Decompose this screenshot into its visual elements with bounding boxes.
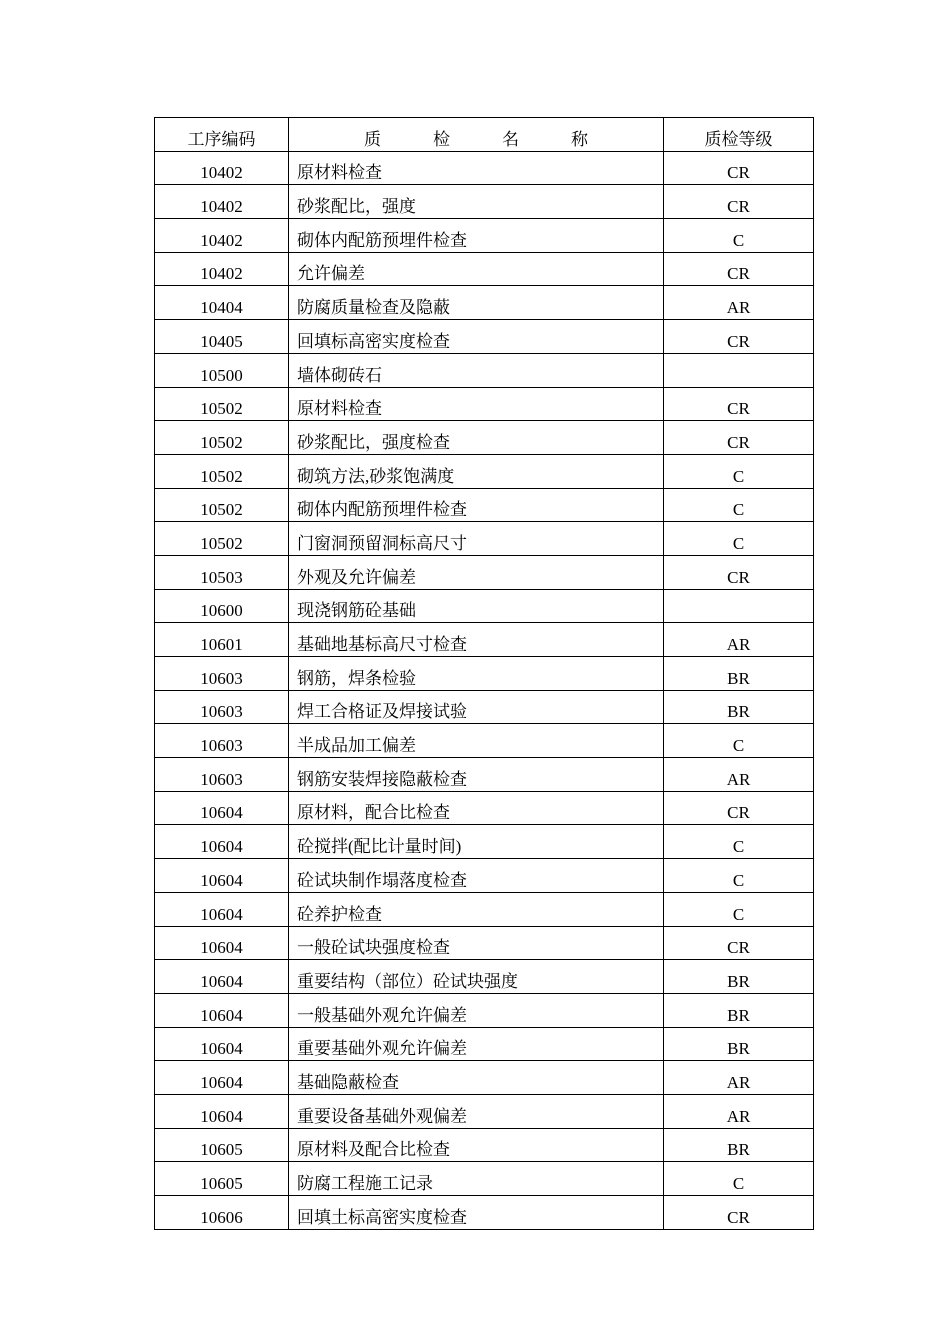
table-row — [155, 791, 814, 825]
table-row — [155, 859, 814, 893]
table-row — [155, 185, 814, 219]
cell-process-code: 10603 — [155, 724, 289, 758]
table-row — [155, 1162, 814, 1196]
table-row — [155, 926, 814, 960]
cell-inspection-name: 钢筋，焊条检验 — [289, 657, 664, 691]
cell-process-code: 10600 — [155, 589, 289, 623]
cell-inspection-grade: CR — [664, 185, 814, 219]
cell-inspection-grade: AR — [664, 623, 814, 657]
table-row — [155, 320, 814, 354]
header-inspection-grade: 质检等级 — [664, 118, 814, 152]
cell-process-code: 10603 — [155, 690, 289, 724]
table-header-row — [155, 118, 814, 152]
cell-process-code: 10604 — [155, 859, 289, 893]
cell-process-code: 10402 — [155, 219, 289, 253]
cell-inspection-name: 砂浆配比，强度检查 — [289, 421, 664, 455]
cell-inspection-name: 防腐质量检查及隐蔽 — [289, 286, 664, 320]
cell-inspection-grade: AR — [664, 1094, 814, 1128]
cell-inspection-grade: C — [664, 522, 814, 556]
cell-inspection-grade: CR — [664, 926, 814, 960]
cell-inspection-name: 一般基础外观允许偏差 — [289, 993, 664, 1027]
cell-inspection-grade: AR — [664, 758, 814, 792]
cell-process-code: 10604 — [155, 993, 289, 1027]
cell-inspection-name: 门窗洞预留洞标高尺寸 — [289, 522, 664, 556]
cell-process-code: 10604 — [155, 1094, 289, 1128]
cell-inspection-name: 焊工合格证及焊接试验 — [289, 690, 664, 724]
cell-inspection-name: 钢筋安装焊接隐蔽检查 — [289, 758, 664, 792]
cell-process-code: 10603 — [155, 657, 289, 691]
cell-inspection-grade: C — [664, 892, 814, 926]
cell-process-code: 10402 — [155, 151, 289, 185]
cell-inspection-grade: CR — [664, 387, 814, 421]
cell-inspection-name: 原材料检查 — [289, 387, 664, 421]
cell-inspection-grade: BR — [664, 1128, 814, 1162]
cell-inspection-grade: CR — [664, 252, 814, 286]
cell-inspection-grade: CR — [664, 791, 814, 825]
cell-inspection-grade: C — [664, 1162, 814, 1196]
cell-inspection-name: 砌筑方法,砂浆饱满度 — [289, 454, 664, 488]
cell-process-code: 10502 — [155, 454, 289, 488]
header-name-char: 检 — [433, 129, 450, 149]
cell-inspection-grade: C — [664, 454, 814, 488]
quality-inspection-table — [154, 117, 814, 1230]
table-row — [155, 219, 814, 253]
cell-process-code: 10402 — [155, 185, 289, 219]
table-row — [155, 1094, 814, 1128]
table-row — [155, 252, 814, 286]
cell-inspection-grade: BR — [664, 960, 814, 994]
cell-process-code: 10604 — [155, 892, 289, 926]
cell-inspection-name: 一般砼试块强度检查 — [289, 926, 664, 960]
header-process-code: 工序编码 — [155, 118, 289, 152]
cell-inspection-name: 重要结构（部位）砼试块强度 — [289, 960, 664, 994]
cell-inspection-name: 回填标高密实度检查 — [289, 320, 664, 354]
cell-inspection-name: 砼养护检查 — [289, 892, 664, 926]
cell-inspection-name: 砼搅拌(配比计量时间) — [289, 825, 664, 859]
table-row — [155, 387, 814, 421]
cell-inspection-grade — [664, 353, 814, 387]
cell-inspection-name: 基础隐蔽检查 — [289, 1061, 664, 1095]
cell-inspection-name: 现浇钢筋砼基础 — [289, 589, 664, 623]
cell-process-code: 10604 — [155, 1027, 289, 1061]
header-inspection-name — [289, 118, 664, 152]
cell-inspection-name: 砼试块制作塌落度检查 — [289, 859, 664, 893]
table-row — [155, 454, 814, 488]
cell-process-code: 10402 — [155, 252, 289, 286]
cell-process-code: 10604 — [155, 825, 289, 859]
cell-inspection-name: 砌体内配筋预埋件检查 — [289, 488, 664, 522]
cell-inspection-grade: AR — [664, 286, 814, 320]
table-row — [155, 1061, 814, 1095]
header-name-char: 质 — [364, 129, 381, 149]
cell-inspection-name: 原材料检查 — [289, 151, 664, 185]
cell-inspection-name: 防腐工程施工记录 — [289, 1162, 664, 1196]
cell-inspection-name: 原材料及配合比检查 — [289, 1128, 664, 1162]
cell-inspection-name: 砌体内配筋预埋件检查 — [289, 219, 664, 253]
cell-inspection-grade: AR — [664, 1061, 814, 1095]
cell-process-code: 10604 — [155, 960, 289, 994]
table-row — [155, 286, 814, 320]
cell-inspection-grade: BR — [664, 1027, 814, 1061]
cell-inspection-grade: CR — [664, 1196, 814, 1230]
cell-inspection-grade: C — [664, 219, 814, 253]
cell-inspection-grade: C — [664, 859, 814, 893]
cell-inspection-name: 原材料，配合比检查 — [289, 791, 664, 825]
table-row — [155, 488, 814, 522]
cell-process-code: 10502 — [155, 522, 289, 556]
cell-process-code: 10503 — [155, 555, 289, 589]
table-row — [155, 522, 814, 556]
table-row — [155, 960, 814, 994]
table-row — [155, 151, 814, 185]
cell-inspection-grade: C — [664, 488, 814, 522]
table-row — [155, 825, 814, 859]
cell-inspection-grade: C — [664, 724, 814, 758]
cell-process-code: 10502 — [155, 387, 289, 421]
cell-process-code: 10405 — [155, 320, 289, 354]
cell-inspection-name: 砂浆配比，强度 — [289, 185, 664, 219]
table-row — [155, 758, 814, 792]
cell-inspection-grade: BR — [664, 657, 814, 691]
table-row — [155, 555, 814, 589]
cell-inspection-grade — [664, 589, 814, 623]
cell-process-code: 10604 — [155, 1061, 289, 1095]
cell-process-code: 10500 — [155, 353, 289, 387]
cell-process-code: 10604 — [155, 926, 289, 960]
cell-process-code: 10404 — [155, 286, 289, 320]
cell-inspection-name: 允许偏差 — [289, 252, 664, 286]
header-name-char: 称 — [571, 129, 588, 149]
cell-inspection-grade: BR — [664, 690, 814, 724]
cell-inspection-grade: CR — [664, 320, 814, 354]
cell-inspection-name: 半成品加工偏差 — [289, 724, 664, 758]
cell-inspection-grade: CR — [664, 421, 814, 455]
cell-inspection-grade: BR — [664, 993, 814, 1027]
cell-inspection-name: 重要设备基础外观偏差 — [289, 1094, 664, 1128]
cell-process-code: 10601 — [155, 623, 289, 657]
cell-inspection-name: 回填土标高密实度检查 — [289, 1196, 664, 1230]
table-row — [155, 724, 814, 758]
table-row — [155, 589, 814, 623]
cell-process-code: 10604 — [155, 791, 289, 825]
cell-inspection-name: 外观及允许偏差 — [289, 555, 664, 589]
cell-inspection-grade: CR — [664, 151, 814, 185]
cell-process-code: 10603 — [155, 758, 289, 792]
cell-process-code: 10605 — [155, 1162, 289, 1196]
table-body — [155, 151, 814, 1229]
cell-process-code: 10606 — [155, 1196, 289, 1230]
cell-inspection-name: 重要基础外观允许偏差 — [289, 1027, 664, 1061]
table-row — [155, 993, 814, 1027]
table-row — [155, 353, 814, 387]
table-row — [155, 1196, 814, 1230]
cell-inspection-name: 墙体砌砖石 — [289, 353, 664, 387]
table-row — [155, 690, 814, 724]
table-row — [155, 421, 814, 455]
cell-inspection-grade: CR — [664, 555, 814, 589]
cell-process-code: 10502 — [155, 488, 289, 522]
header-name-char: 名 — [502, 129, 519, 149]
table-row — [155, 657, 814, 691]
table-row — [155, 1027, 814, 1061]
table-row — [155, 1128, 814, 1162]
cell-process-code: 10502 — [155, 421, 289, 455]
table-row — [155, 892, 814, 926]
cell-inspection-name: 基础地基标高尺寸检查 — [289, 623, 664, 657]
cell-process-code: 10605 — [155, 1128, 289, 1162]
table-row — [155, 623, 814, 657]
cell-inspection-grade: C — [664, 825, 814, 859]
